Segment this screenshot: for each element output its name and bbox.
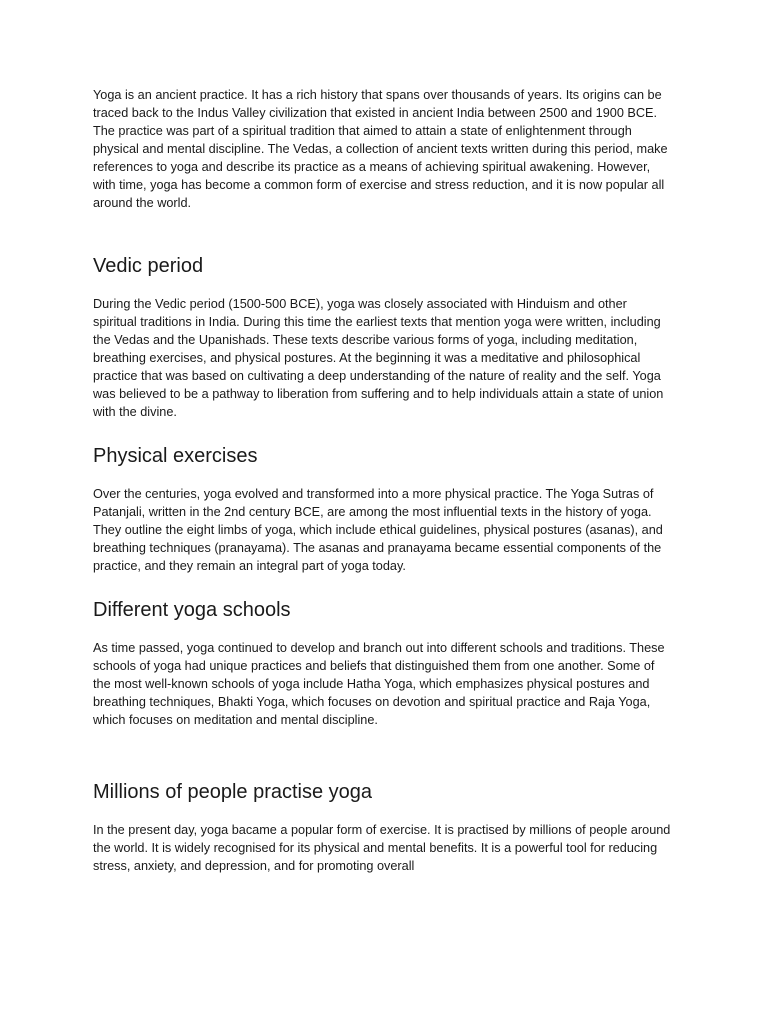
section-body-different-yoga-schools: As time passed, yoga continued to develop and branch out into different schools and traditions. These schools of yoga had unique practices and beliefs that distinguished them from one another. Some of the most well-known schools of yoga include Hatha Yoga, which emphasizes physical postures and breathing techniques, Bhakti Yoga, which focuses on devotion and spiritual practice and Raja Yoga, which focuses on meditation and mental discipline. xyxy=(93,641,665,727)
intro-paragraph: Yoga is an ancient practice. It has a rich history that spans over thousands of years. Its origins can be traced back to the Indus Valley civilization that existed in ancient India between 2500 and 1900 BCE. The practice was part of a spiritual tradition that aimed to attain a state of enlightenment through physical and mental discipline. The Vedas, a collection of ancient texts written during this period, make references to yoga and describe its practice as a means of achieving spiritual awakening. However, with time, yoga has become a common form of exercise and stress reduction, and it is now popular all around the world. xyxy=(93,88,668,210)
section-body-vedic-period: During the Vedic period (1500-500 BCE), yoga was closely associated with Hinduism and other spiritual traditions in India. During this time the earliest texts that mention yoga were written, including the Vedas and the Upanishads. These texts describe various forms of yoga, including meditation, breathing exercises, and physical postures. At the beginning it was a meditative and philosophical practice that was based on cultivating a deep understanding of the nature of reality and the self. Yoga was believed to be a pathway to liberation from suffering and to help individuals attain a state of union with the divine. xyxy=(93,297,664,419)
section-body-millions-practise: In the present day, yoga bacame a popular form of exercise. It is practised by millions of people around the world. It is widely recognised for its physical and mental benefits. It is a powerful tool for reducing stress, anxiety, and depression, and for promoting overall xyxy=(93,823,671,873)
document-page xyxy=(93,86,673,875)
section-heading-physical-exercises: Physical exercises xyxy=(93,445,258,467)
section-heading-millions-practise: Millions of people practise yoga xyxy=(93,781,373,803)
section-heading-vedic-period: Vedic period xyxy=(93,255,204,277)
section-body-physical-exercises: Over the centuries, yoga evolved and transformed into a more physical practice. The Yoga Sutras of Patanjali, written in the 2nd century BCE, are among the most influential texts in the history of yoga. They outline the eight limbs of yoga, which include ethical guidelines, physical postures (asanas), and breathing techniques (pranayama). The asanas and pranayama became essential components of the practice, and they remain an integral part of yoga today. xyxy=(93,487,663,573)
section-heading-different-yoga-schools: Different yoga schools xyxy=(93,599,291,621)
